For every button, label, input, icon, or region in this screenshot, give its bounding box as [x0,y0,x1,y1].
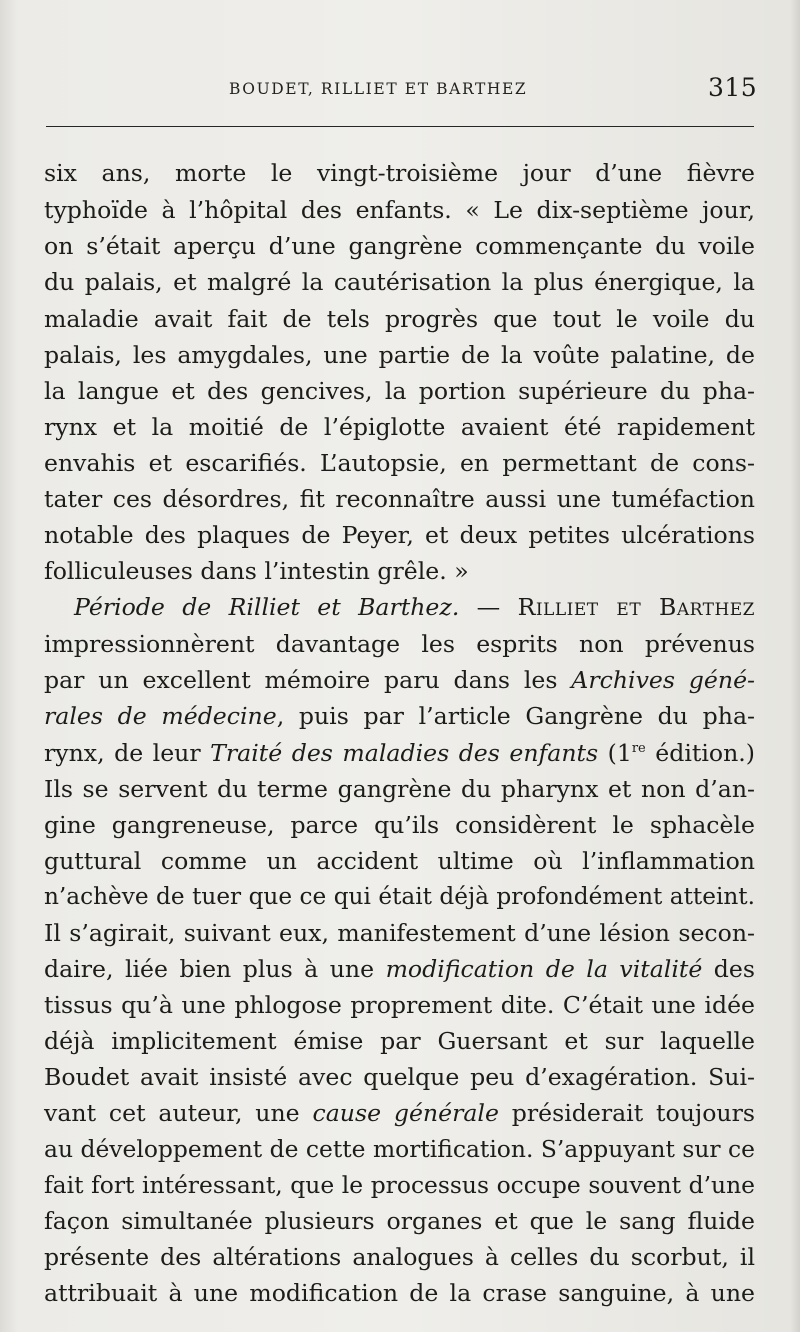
text-line: du palais, et malgré la cautérisation la plus énergique, la [44,268,755,296]
text-line: tissus qu’à une phlogose proprement dite. C’était une idée [44,991,755,1019]
text-line: la langue et des gencives, la portion supérieure du pha- [44,377,755,405]
text-line: présente des altérations analogues à celles du scorbut, il [44,1243,755,1271]
text-line: on s’était aperçu d’une gangrène commençante du voile [44,232,755,260]
text-line: daire, liée bien plus à une modification de la vitalité des [44,955,755,983]
text-line: déjà implicitement émise par Guersant et sur laquelle [44,1027,755,1055]
text-line: rynx, de leur Traité des maladies des enfants (1re édition.) [44,739,755,767]
author-names: Rilliet et Barthez [517,593,755,621]
text-line: Période de Rilliet et Barthez. — Rilliet et Barthez [74,593,755,621]
text-line: six ans, morte le vingt-troisième jour d’une fièvre [44,159,755,187]
text-line: typhoïde à l’hôpital des enfants. « Le dix-septième jour, [44,196,755,224]
text-line: rales de médecine, puis par l’article Gangrène du pha- [44,702,755,730]
text-line: Boudet avait insisté avec quelque peu d’exagération. Sui- [44,1063,755,1091]
running-head: BOUDET, RILLIET ET BARTHEZ [229,80,528,98]
text-line: au développement de cette mortification. S’appuyant sur ce [44,1135,755,1163]
page-number: 315 [708,73,758,102]
text-line: rynx et la moitié de l’épiglotte avaient été rapidement [44,413,755,441]
text-line: n’achève de tuer que ce qui était déjà profondément atteint. [44,883,755,910]
text-line: tater ces désordres, fit reconnaître aussi une tuméfaction [44,485,755,513]
text-line: gine gangreneuse, parce qu’ils considèrent le sphacèle [44,811,755,839]
text-line: palais, les amygdales, une partie de la voûte palatine, de [44,341,755,369]
text-line: guttural comme un accident ultime où l’inflammation [44,847,755,875]
text-line: fait fort intéressant, que le processus occupe souvent d’une [44,1171,755,1199]
text-line: folliculeuses dans l’intestin grêle. » [44,557,469,585]
text-line: attribuait à une modification de la crase sanguine, à une [44,1279,755,1307]
text-line: Ils se servent du terme gangrène du pharynx et non d’an- [44,775,755,803]
text-line: notable des plaques de Peyer, et deux petites ulcérations [44,521,755,549]
text-line: envahis et escarifiés. L’autopsie, en permettant de cons- [44,449,755,477]
text-line: maladie avait fait de tels progrès que tout le voile du [44,305,755,333]
text-line: vant cet auteur, une cause générale présiderait toujours [44,1099,756,1127]
text-line: par un excellent mémoire paru dans les Archives géné- [44,666,755,694]
text-line: façon simultanée plusieurs organes et que le sang fluide [44,1207,755,1235]
text-line: impressionnèrent davantage les esprits non prévenus [44,630,755,658]
section-title: Période de Rilliet et Barthez. [74,593,460,621]
text-line: Il s’agirait, suivant eux, manifestement d’une lésion secon- [44,919,755,947]
